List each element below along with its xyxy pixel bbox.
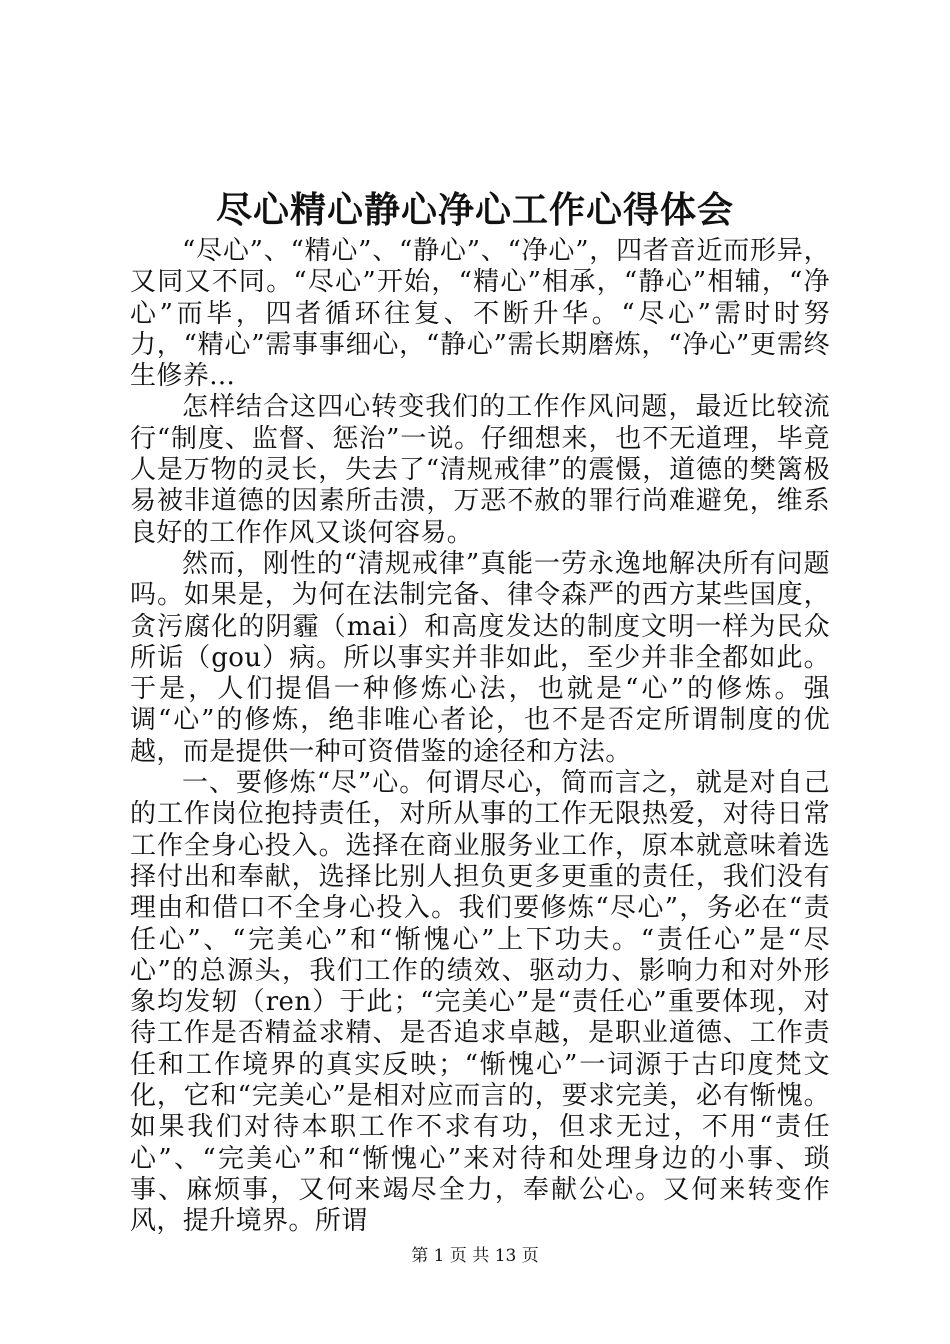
paragraph-3: 然而，刚性的“清规戒律”真能一劳永逸地解决所有问题吗。如果是，为何在法制完备、律令森严的西方某些国度，贪污腐化的阴霾（mai）和高度发达的制度文明一样为民众所诟（gou）病。所以事实并非如此，至少并非全都如此。于是，人们提倡一种修炼心法，也就是“心”的修炼。强调“心”的修炼，绝非唯心者论，也不是否定所谓制度的优越，而是提供一种可资借鉴的途径和方法。 xyxy=(130,548,830,767)
paragraph-2: 怎样结合这四心转变我们的工作作风问题，最近比较流行“制度、监督、惩治”一说。仔细想来，也不无道理，毕竟人是万物的灵长，失去了“清规戒律”的震慑，道德的樊篱极易被非道德的因素所击溃，万恶不赦的罪行尚难避免，维系良好的工作作风又谈何容易。 xyxy=(130,392,830,548)
paragraph-1: “尽心”、“精心”、“静心”、“净心”，四者音近而形异，又同又不同。“尽心”开始，“精心”相承，“静心”相辅，“净心”而毕，四者循环往复、不断升华。“尽心”需时时努力，“精心”需事事细心，“静心”需长期磨炼，“净心”更需终生修养... xyxy=(130,236,830,392)
document-title: 尽心精心静心净心工作心得体会 xyxy=(215,189,734,231)
page-number-footer: 第 1 页 共 13 页 xyxy=(411,1246,539,1266)
document-body xyxy=(130,236,830,1238)
paragraph-4: 一、要修炼“尽”心。何谓尽心，简而言之，就是对自己的工作岗位抱持责任，对所从事的工作无限热爱，对待日常工作全身心投入。选择在商业服务业工作，原本就意味着选择付出和奉献，选择比别人担负更多更重的责任，我们没有理由和借口不全身心投入。我们要修炼“尽心”，务必在“责任心”、“完美心”和“惭愧心”上下功夫。“责任心”是“尽心”的总源头，我们工作的绩效、驱动力、影响力和对外形象均发轫（ren）于此；“完美心”是“责任心”重要体现，对待工作是否精益求精、是否追求卓越，是职业道德、工作责任和工作境界的真实反映；“惭愧心”一词源于古印度梵文化，它和“完美心”是相对应而言的，要求完美，必有惭愧。如果我们对待本职工作不求有功，但求无过，不用“责任心”、“完美心”和“惭愧心”来对待和处理身边的小事、琐事、麻烦事，又何来竭尽全力，奉献公心。又何来转变作风，提升境界。所谓 xyxy=(130,768,830,1237)
